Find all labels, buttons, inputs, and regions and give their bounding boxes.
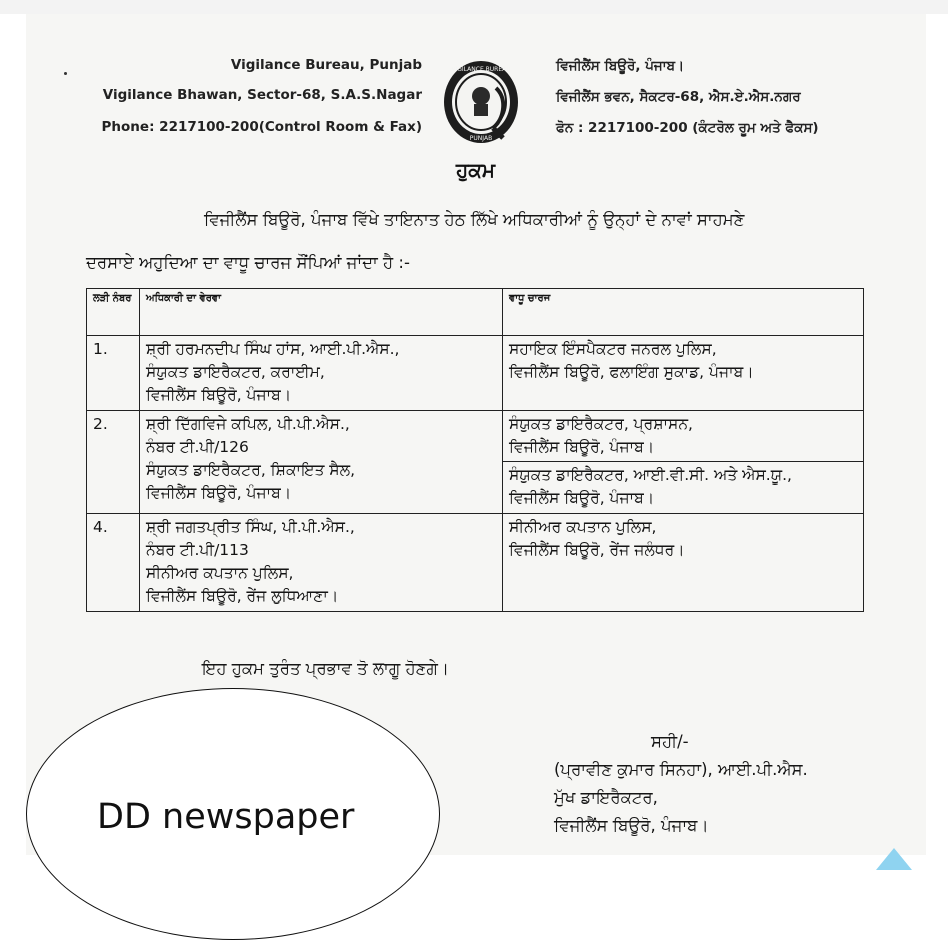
officer-cell	[140, 514, 503, 612]
officer-line: ਨੰਬਰ ਟੀ.ਪੀ/113	[146, 541, 249, 559]
officer-line: ਸੰਯੁਕਤ ਡਾਇਰੈਕਟਰ, ਸ਼ਿਕਾਇਤ ਸੈਲ,	[146, 461, 356, 479]
charge-line: ਸੰਯੁਕਤ ਡਾਇਰੈਕਟਰ, ਪ੍ਰਸ਼ਾਸਨ,	[509, 415, 693, 433]
charge-cell	[503, 514, 864, 612]
officer-line: ਵਿਜੀਲੈਂਸ ਬਿਊਰੋ, ਪੰਜਾਬ।	[146, 386, 292, 404]
officer-line: ਸੀਨੀਅਰ ਕਪਤਾਨ ਪੁਲਿਸ,	[146, 564, 294, 582]
header-serial: ਲੜੀ ਨੰਬਰ	[87, 289, 140, 336]
table-row	[87, 514, 864, 612]
logo-ring-text-top: VIGILANCE BUREAU	[451, 66, 511, 73]
signatory-office: ਵਿਜੀਲੈਂਸ ਬਿਊਰੋ, ਪੰਜਾਬ।	[554, 816, 709, 835]
charge-block-b	[509, 462, 857, 510]
header-english-line-3: Phone: 2217100-200(Control Room & Fax)	[101, 119, 422, 135]
charge-table	[86, 288, 864, 612]
vigilance-bureau-emblem-icon	[441, 58, 521, 146]
officer-line: ਸ਼੍ਰੀ ਹਰਮਨਦੀਪ ਸਿੰਘ ਹਾਂਸ, ਆਈ.ਪੀ.ਐਸ.,	[146, 340, 400, 358]
signatory-designation: ਮੁੱਖ ਡਾਇਰੈਕਟਰ,	[554, 788, 658, 807]
charge-cell	[503, 336, 864, 411]
header-additional-charge: ਵਾਧੂ ਚਾਰਜ	[503, 289, 864, 336]
top-band	[0, 0, 948, 14]
charge-line: ਵਿਜੀਲੈਂਸ ਬਿਊਰੋ, ਰੇਂਜ ਜਲੰਧਰ।	[509, 541, 685, 559]
officer-line: ਨੰਬਰ ਟੀ.ਪੀ/126	[146, 438, 249, 456]
table-header-row	[87, 289, 864, 336]
signatory-name: (ਪ੍ਰਾਵੀਣ ਕੁਮਾਰ ਸਿਨਹਾ), ਆਈ.ਪੀ.ਐਸ.	[554, 760, 808, 779]
signature-mark: ਸਹੀ/-	[651, 732, 689, 751]
charge-line: ਵਿਜੀਲੈਂਸ ਬਿਊਰੋ, ਪੰਜਾਬ।	[509, 489, 655, 507]
table-row	[87, 336, 864, 411]
serial-cell: 2.	[87, 411, 140, 514]
officer-line: ਸ਼੍ਰੀ ਜਗਤਪ੍ਰੀਤ ਸਿੰਘ, ਪੀ.ਪੀ.ਐਸ.,	[146, 518, 355, 536]
charge-line: ਸੰਯੁਕਤ ਡਾਇਰੈਕਟਰ, ਆਈ.ਵੀ.ਸੀ. ਅਤੇ ਐਸ.ਯੂ.,	[509, 466, 792, 484]
serial-cell: 4.	[87, 514, 140, 612]
header-punjabi-line-3: ਫੋਨ : 2217100-200 (ਕੰਟਰੋਲ ਰੂਮ ਅਤੇ ਫੈਕਸ)	[556, 120, 819, 136]
charge-block-a	[503, 413, 863, 462]
charge-line: ਵਿਜੀਲੈਂਸ ਬਿਊਰੋ, ਫਲਾਇੰਗ ਸੁਕਾਡ, ਪੰਜਾਬ।	[509, 363, 754, 381]
speck	[64, 72, 67, 75]
header-english-line-2: Vigilance Bhawan, Sector-68, S.A.S.Nagar	[102, 87, 422, 103]
header-officer-details: ਅਧਿਕਾਰੀ ਦਾ ਵੇਰਵਾ	[140, 289, 503, 336]
charge-cell	[503, 411, 864, 514]
officer-line: ਸੰਯੁਕਤ ਡਾਇਰੈਕਟਰ, ਕਰਾਈਮ,	[146, 363, 325, 381]
charge-line: ਸਹਾਇਕ ਇੰਸਪੈਕਟਰ ਜਨਰਲ ਪੁਲਿਸ,	[509, 340, 717, 358]
intro-line-2: ਦਰਸਾਏ ਅਹੁਦਿਆ ਦਾ ਵਾਧੂ ਚਾਰਜ ਸੌਂਪਿਆਂ ਜਾਂਦਾ ਹੈ :-	[86, 253, 410, 272]
officer-line: ਸ਼੍ਰੀ ਦਿੱਗਵਿਜੇ ਕਪਿਲ, ਪੀ.ਪੀ.ਐਸ.,	[146, 415, 350, 433]
header-english-line-1: Vigilance Bureau, Punjab	[230, 57, 422, 73]
effect-note: ਇਹ ਹੁਕਮ ਤੁਰੰਤ ਪ੍ਰਭਾਵ ਤੋ ਲਾਗੂ ਹੋਣਗੇ।	[202, 659, 449, 678]
order-title: ਹੁਕਮ	[456, 158, 496, 182]
officer-cell	[140, 411, 503, 514]
logo-ring-text-bottom: PUNJAB	[469, 135, 493, 142]
serial-cell: 1.	[87, 336, 140, 411]
header-punjabi-line-1: ਵਿਜੀਲੈਂਸ ਬਿਊਰੋ, ਪੰਜਾਬ।	[556, 58, 685, 74]
header-punjabi-line-2: ਵਿਜੀਲੈਂਸ ਭਵਨ, ਸੈਕਟਰ-68, ਐਸ.ਏ.ਐਸ.ਨਗਰ	[556, 89, 801, 105]
officer-line: ਵਿਜੀਲੈਂਸ ਬਿਊਰੋ, ਪੰਜਾਬ।	[146, 484, 292, 502]
officer-line: ਵਿਜੀਲੈਂਸ ਬਿਊਰੋ, ਰੇਂਜ ਲੁਧਿਆਣਾ।	[146, 587, 339, 605]
table-row	[87, 411, 864, 514]
intro-line-1: ਵਿਜੀਲੈਂਸ ਬਿਊਰੋ, ਪੰਜਾਬ ਵਿੱਖੇ ਤਾਇਨਾਤ ਹੇਠ ਲਿੱਖੇ ਅਧਿਕਾਰੀਆਂ ਨੂੰ ਉਨ੍ਹਾਂ ਦੇ ਨਾਵਾਂ ਸਾਹਮਣੇ	[204, 210, 745, 229]
corner-accent-icon	[876, 840, 936, 870]
officer-cell	[140, 336, 503, 411]
watermark-text: DD newspaper	[97, 797, 355, 837]
charge-line: ਵਿਜੀਲੈਂਸ ਬਿਊਰੋ, ਪੰਜਾਬ।	[509, 438, 655, 456]
charge-line: ਸੀਨੀਅਰ ਕਪਤਾਨ ਪੁਲਿਸ,	[509, 518, 657, 536]
